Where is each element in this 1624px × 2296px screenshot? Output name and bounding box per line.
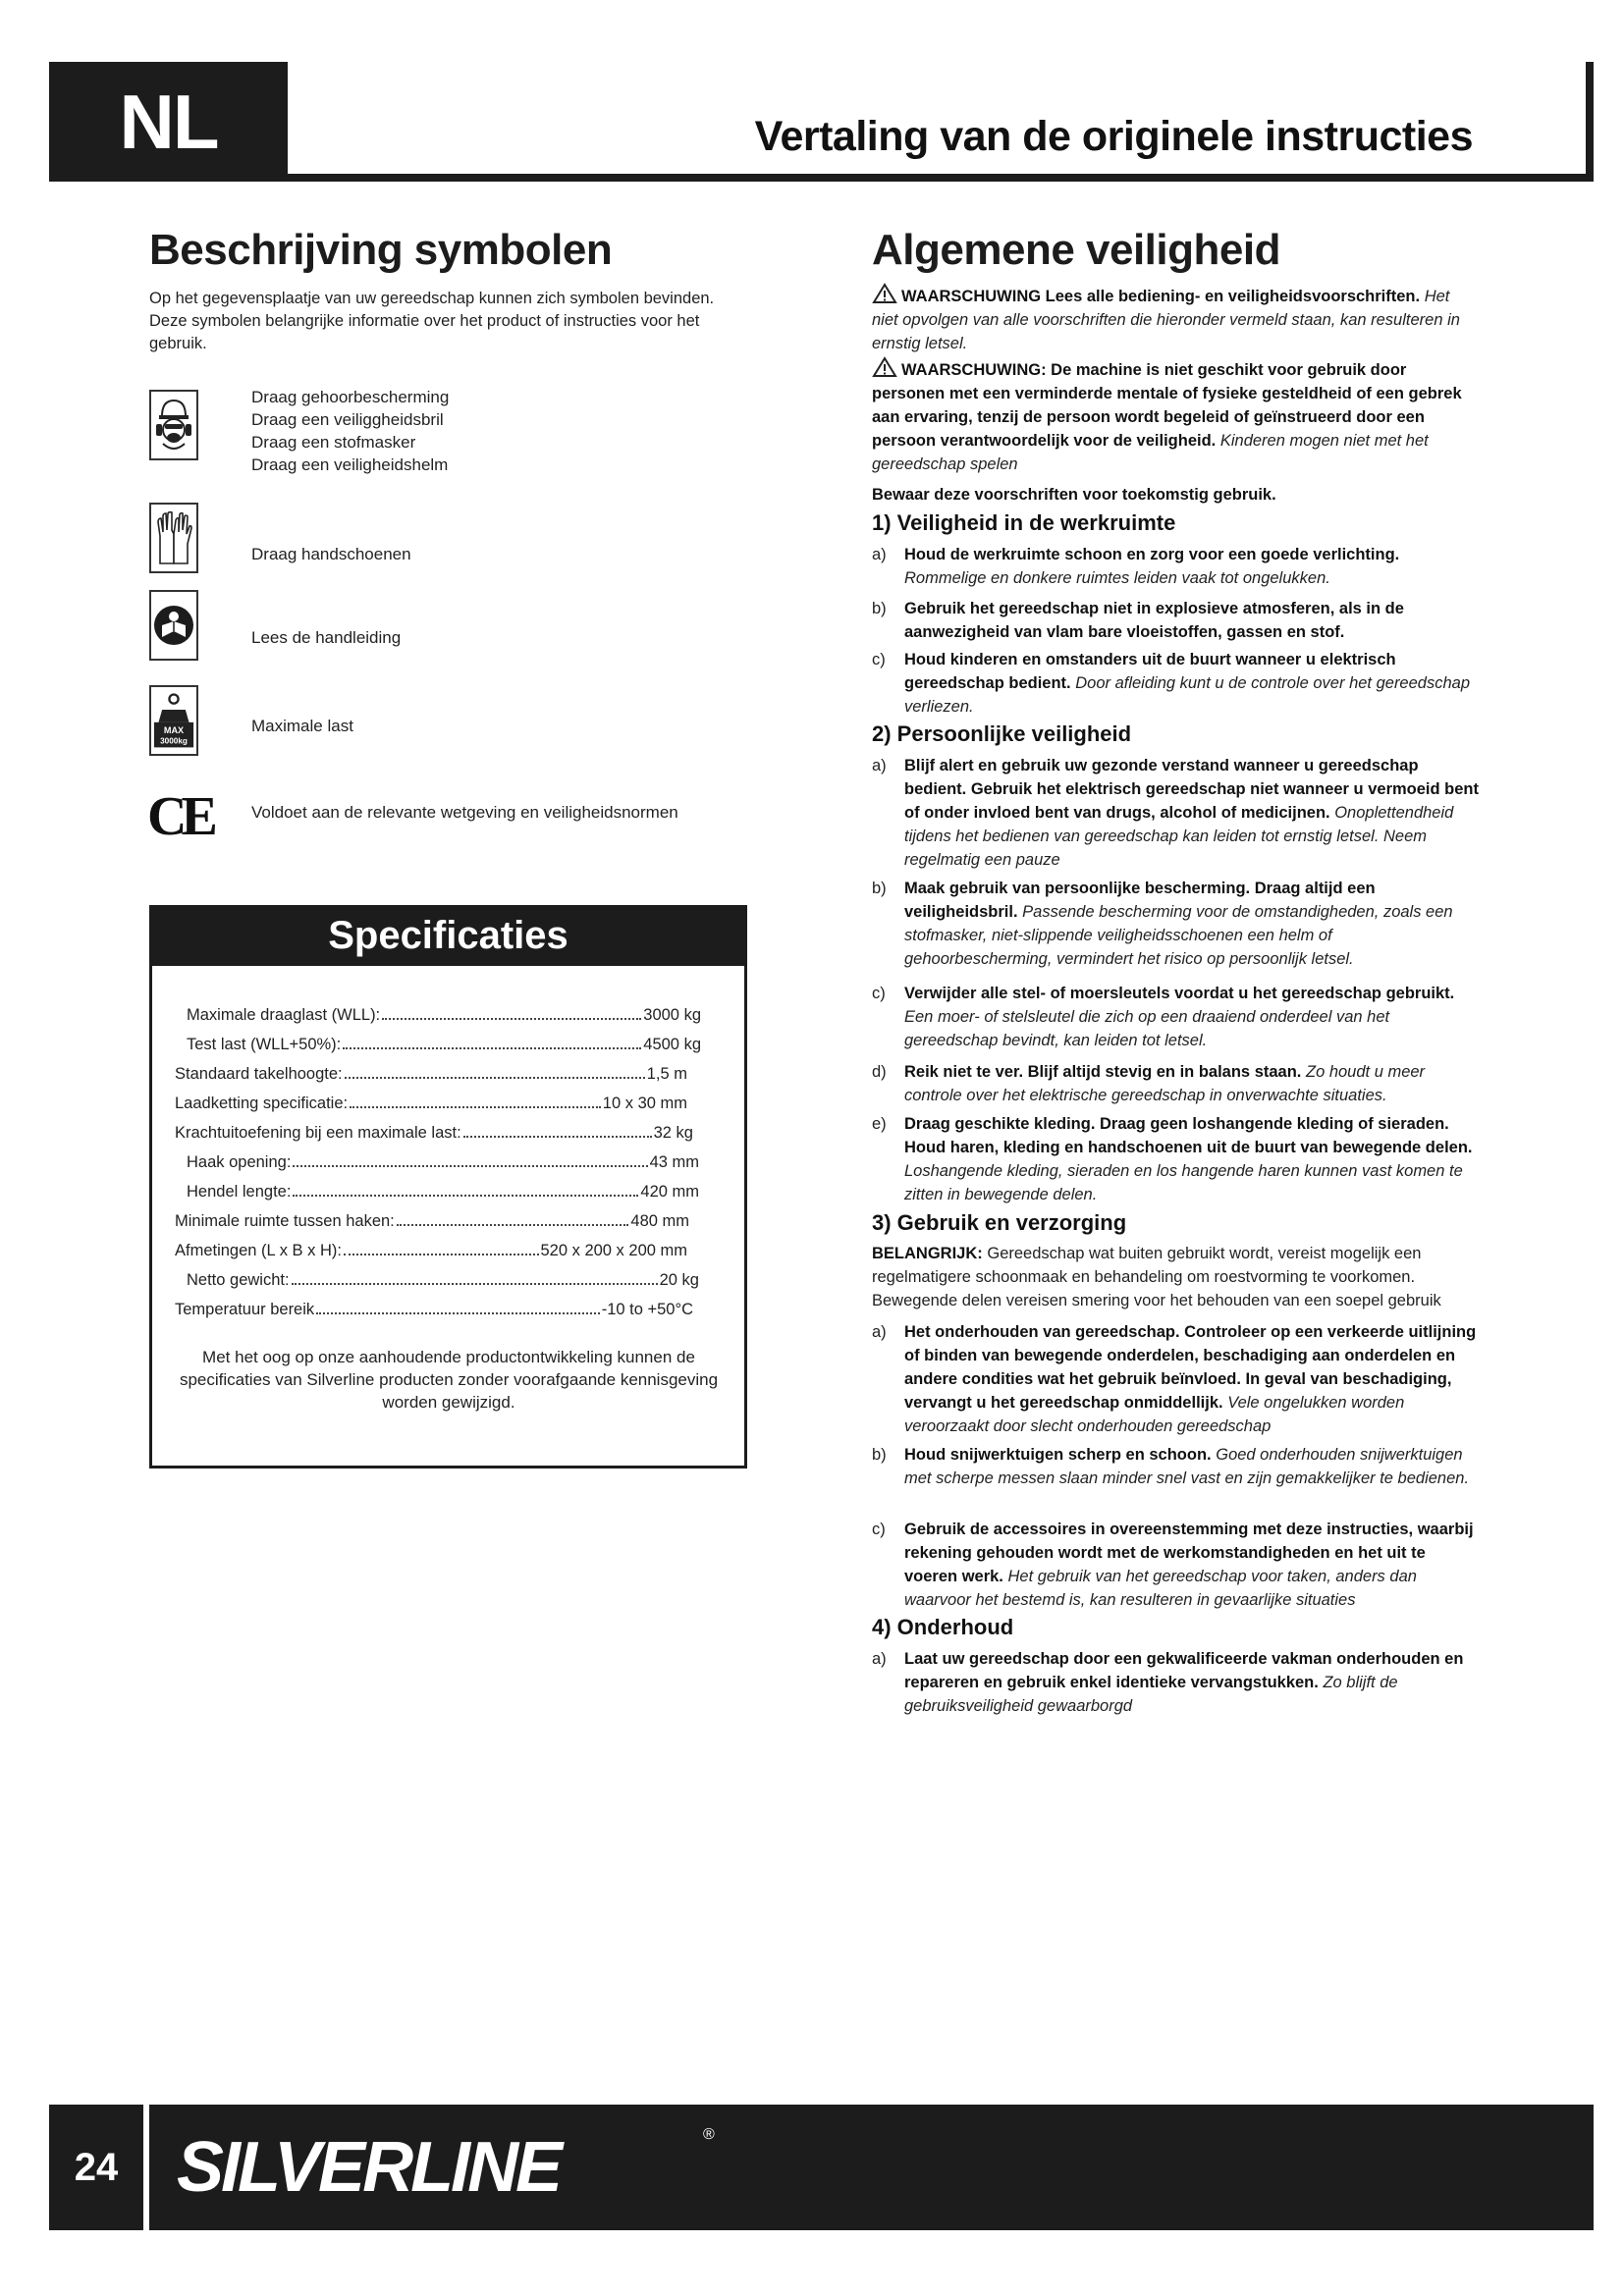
spec-row: Temperatuur bereik -10 to +50°C [175, 1301, 693, 1318]
spec-row: Hendel lengte: 420 mm [187, 1183, 699, 1201]
spec-row: Standaard takelhoogte: 1,5 m [175, 1065, 687, 1083]
safety-title: Algemene veiligheid [872, 226, 1280, 274]
max-load-icon [149, 685, 198, 756]
section-3-title: 3) Gebruik en verzorging [872, 1210, 1127, 1235]
language-code: NL [119, 79, 218, 165]
list-item: e) Draag geschikte kleding. Draag geen loshangende kleding of sieraden. Houd haren, kleding en handschoenen uit de buurt van bewegende delen. Loshangende kleding, sieraden en los hangende haren kunnen vast komen te zitten in bewegende delen. [872, 1115, 1473, 1203]
spec-row: Haak opening: 43 mm [187, 1153, 699, 1171]
section-3-intro-2: Bewegende delen vereisen smering voor het behouden van een soepel gebruik [872, 1292, 1441, 1309]
list-item: c) Verwijder alle stel- of moersleutels voordat u het gereedschap gebruikt. Een moer- of stelsleutel die zich op een draaiend onderdeel van het gereedschap bevindt, kan leiden tot letsel. [872, 985, 1455, 1049]
page-number: 24 [74, 2146, 119, 2189]
section-1-title: 1) Veiligheid in de werkruimte [872, 510, 1176, 535]
list-item: a) Blijf alert en gebruik uw gezonde verstand wanneer u gereedschap bedient. Gebruik het elektrisch gereedschap niet wanneer u vermoeid bent of onder invloed bent van drugs, alcohol of medicijnen. Onoplettendheid tijdens het bedienen van gereedschap kan leiden tot ernstig letsel. Neem regelmatig een pauze [872, 757, 1480, 869]
list-item: b) Houd snijwerktuigen scherp en schoon. Goed onderhouden snijwerktuigen met scherpe messen slaan minder snel vast en zijn gemakkelijker te bedienen. [872, 1446, 1470, 1487]
max-load-icon-text-value: 3000kg [160, 736, 188, 746]
list-item: a) Houd de werkruimte schoon en zorg voor een goede verlichting. Rommelige en donkere ruimtes leiden vaak tot ongelukken. [872, 546, 1400, 587]
section-2-title: 2) Persoonlijke veiligheid [872, 721, 1132, 746]
specifications-note: Met het oog op onze aanhoudende productontwikkeling kunnen de specificaties van Silverline producten zonder voorafgaande kennisgeving worden gewijzigd. [179, 1348, 719, 1412]
header-rule [288, 174, 1594, 182]
keep-instructions: Bewaar deze voorschriften voor toekomstig gebruik. [872, 486, 1276, 504]
warning-triangle-icon [872, 356, 897, 378]
brand-logo: SILVERLINE [177, 2128, 561, 2207]
symbol-label-manual: Lees de handleiding [251, 628, 402, 647]
spec-row: Laadketting specificatie: 10 x 30 mm [175, 1095, 687, 1112]
symbol-label-gloves: Draag handschoenen [251, 545, 411, 563]
spec-row: Maximale draaglast (WLL): 3000 kg [187, 1006, 701, 1024]
max-load-icon-text-max: MAX [163, 724, 185, 735]
read-manual-icon [149, 590, 198, 661]
list-item: b) Maak gebruik van persoonlijke bescherming. Draag altijd een veiligheidsbril. Passende bescherming voor de omstandigheden, zoals een stofmasker, niet-slippende veiligheidsschoenen een helm of gehoorbescherming, vermindert het risico op persoonlijk letsel. [872, 880, 1453, 968]
symbol-label-ce: Voldoet aan de relevante wetgeving en veiligheidsnormen [251, 803, 678, 822]
spec-row: Netto gewicht: 20 kg [187, 1271, 699, 1289]
section-4-title: 4) Onderhoud [872, 1615, 1014, 1639]
spec-row: Minimale ruimte tussen haken: 480 mm [175, 1212, 689, 1230]
section-3-intro: BELANGRIJK: Gereedschap wat buiten gebruikt wordt, vereist mogelijk een regelmatigere schoonmaak en behandeling om roestvorming te voorkomen. [872, 1245, 1422, 1286]
list-item: a) Het onderhouden van gereedschap. Controleer op een verkeerde uitlijning of binden van bewegende onderdelen, beschadiging aan onderdelen en andere condities wat het gebruik beïnvloed. In geval van beschadiging, vervangt u het gereedschap onmiddellijk. Vele ongelukken worden veroorzaakt door slecht onderhouden gereedschap [872, 1323, 1477, 1435]
symbol-label-ppe: Draag gehoorbescherming Draag een veiliggheidsbril Draag een stofmasker Draag een veiligheidshelm [251, 388, 450, 474]
spec-row: Afmetingen (L x B x H): 520 x 200 x 200 mm [175, 1242, 687, 1259]
list-item: a) Laat uw gereedschap door een gekwalificeerde vakman onderhouden en repareren en gebruik enkel identieke vervangstukken. Zo blijft de gebruiksveiligheid gewaarborgd [872, 1650, 1464, 1715]
symbol-label-max-load: Maximale last [251, 717, 353, 735]
list-item: c) Houd kinderen en omstanders uit de buurt wanneer u elektrisch gereedschap bedient. Door afleiding kunt u de controle over het gereedschap verliezen. [872, 651, 1470, 716]
list-item: c) Gebruik de accessoires in overeenstemming met deze instructies, waarbij rekening gehouden wordt met de werkomstandigheden en het uit te voeren werk. Het gebruik van het gereedschap voor taken, anders dan waarvoor het bestemd is, kan resulteren in gevaarlijke situaties [872, 1521, 1474, 1609]
warning-1: WAARSCHUWING Lees alle bediening- en veiligheidsvoorschriften. Het niet opvolgen van alle voorschriften die hieronder vermeld staan, kan resulteren in ernstig letsel. [872, 283, 1479, 355]
registered-mark: ® [703, 2126, 715, 2143]
ce-mark-icon: CE [147, 786, 212, 847]
ppe-head-icon [149, 390, 198, 460]
header-right-border [1586, 62, 1594, 182]
warning-triangle-icon [872, 283, 897, 304]
list-item: d) Reik niet te ver. Blijf altijd stevig en in balans staan. Zo houdt u meer controle over het elektrische gereedschap in onverwachte situaties. [872, 1063, 1426, 1104]
symbols-title: Beschrijving symbolen [149, 226, 613, 274]
list-item: b) Gebruik het gereedschap niet in explosieve atmosferen, als in de aanwezigheid van vlam bare vloeistoffen, gassen en stof. [872, 600, 1404, 641]
gloves-icon [149, 503, 198, 573]
spec-row: Krachtuitoefening bij een maximale last: 32 kg [175, 1124, 693, 1142]
spec-row: Test last (WLL+50%): 4500 kg [187, 1036, 701, 1053]
warning-2: WAARSCHUWING: De machine is niet geschikt voor gebruik door personen met een verminderde mentale of fysieke gesteldheid of een gebrek aan ervaring, tenzij de persoon wordt begeleid of geïnstrueerd door een persoon verantwoordelijk voor de veiligheid. Kinderen mogen niet met het gereedschap spelen [872, 356, 1479, 476]
symbols-intro: Op het gegevensplaatje van uw gereedschap kunnen zich symbolen bevinden. Deze symbolen belangrijke informatie over het product of instructies voor het gebruik. [149, 290, 715, 352]
page-heading: Vertaling van de originele instructies [754, 113, 1473, 160]
specifications-title: Specificaties [328, 914, 568, 957]
